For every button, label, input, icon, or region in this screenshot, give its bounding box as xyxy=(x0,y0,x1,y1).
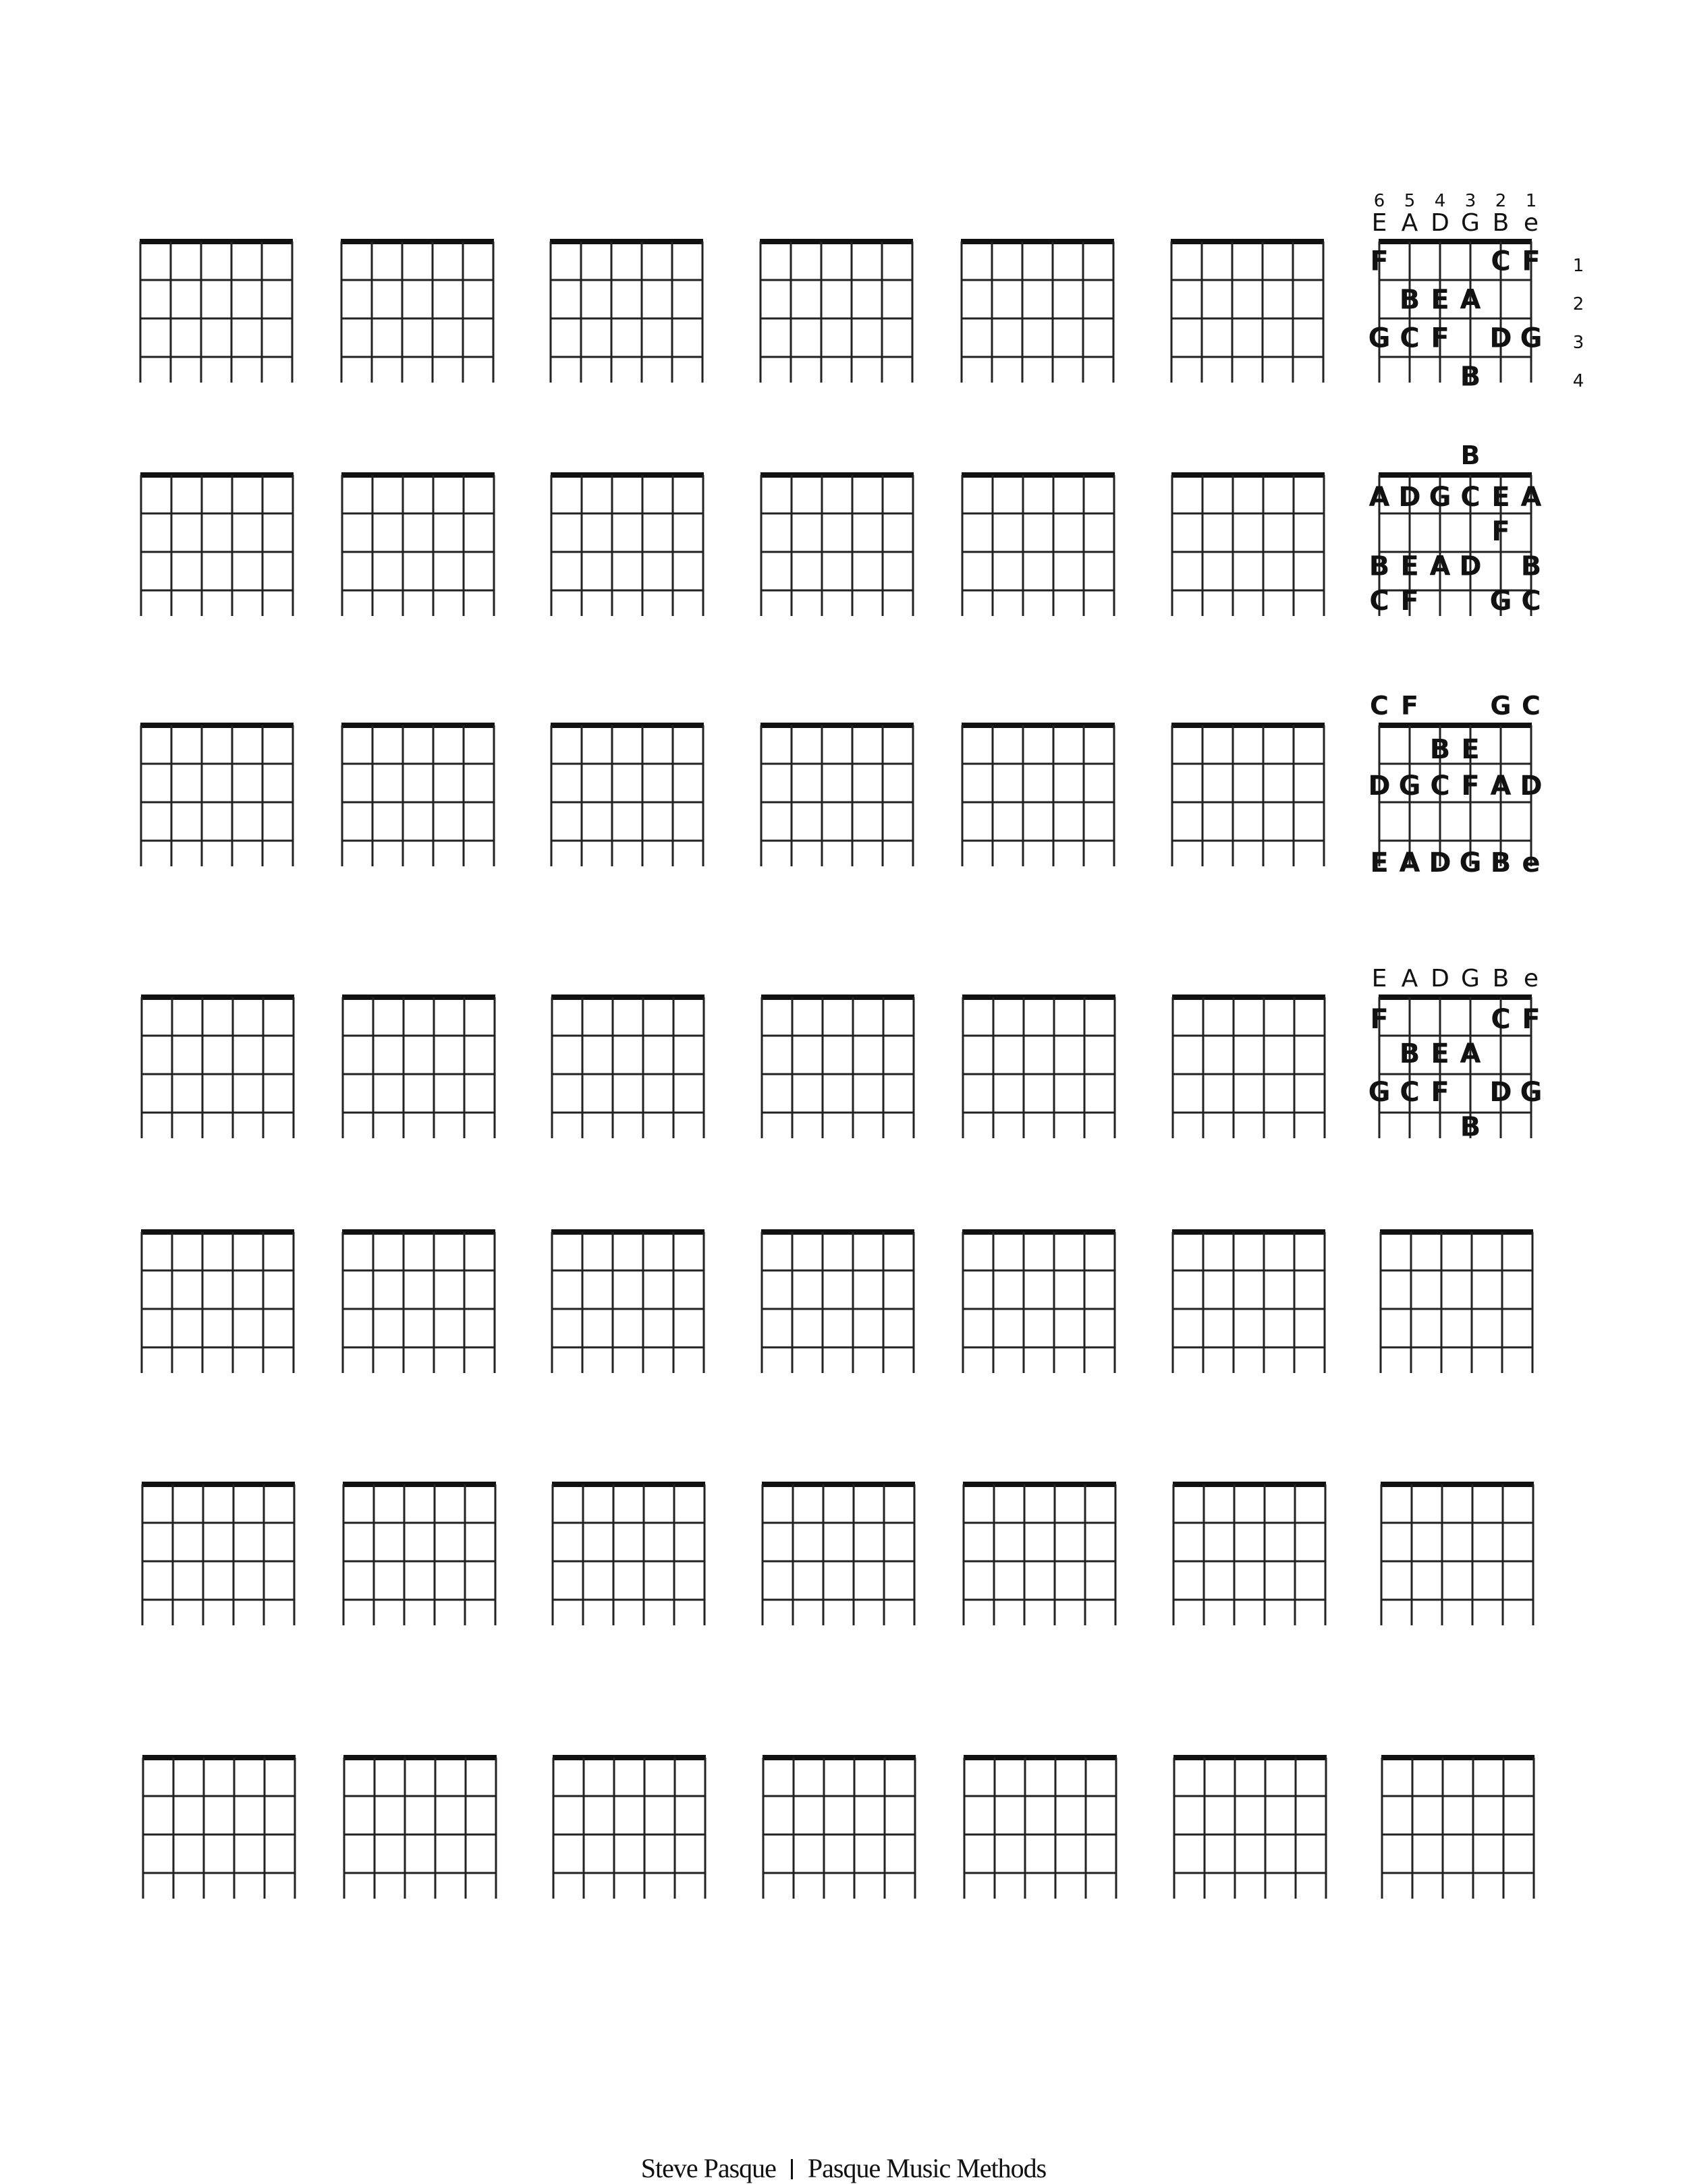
string-name: B xyxy=(1492,965,1510,992)
fretboard-diagram xyxy=(342,995,495,1138)
string-number: 3 xyxy=(1464,191,1476,211)
note-label: C xyxy=(1522,691,1541,721)
note-label: F xyxy=(1431,1077,1449,1109)
note-label: E xyxy=(1370,847,1389,878)
string-number: 2 xyxy=(1495,191,1507,211)
fretboard-diagram xyxy=(341,723,495,866)
note-label: F xyxy=(1370,1003,1389,1035)
note-label: C xyxy=(1369,585,1389,617)
note-label: D xyxy=(1368,770,1391,802)
fretboard-diagram xyxy=(140,239,293,383)
footer-separator xyxy=(791,2159,793,2179)
note-label: C xyxy=(1370,691,1389,721)
nut xyxy=(1379,995,1532,1000)
note-label: G xyxy=(1520,1077,1543,1109)
string-number: 4 xyxy=(1434,191,1446,211)
fretboard-diagram xyxy=(141,1229,294,1373)
fretboard-diagram xyxy=(962,472,1115,616)
note-label: D xyxy=(1489,1077,1512,1109)
fretboard-diagram xyxy=(962,723,1115,866)
fretboard-diagram xyxy=(1171,239,1324,383)
note-label: A xyxy=(1429,551,1451,582)
fretboard-diagram xyxy=(963,1482,1116,1625)
note-label: A xyxy=(1460,284,1481,316)
note-label: D xyxy=(1398,481,1421,513)
note-label: D xyxy=(1429,847,1451,878)
note-label: e xyxy=(1522,847,1541,878)
string-name: A xyxy=(1401,965,1418,992)
note-label: B xyxy=(1490,847,1512,878)
note-label: F xyxy=(1491,516,1510,548)
nut xyxy=(1380,1229,1533,1235)
fretboard-diagram xyxy=(762,1482,915,1625)
reference-chart-first-position xyxy=(1368,191,1584,393)
fretboard-diagram xyxy=(343,1482,496,1625)
note-label: B xyxy=(1520,551,1542,582)
fretboard-diagram xyxy=(553,1755,706,1899)
note-label: D xyxy=(1520,770,1543,802)
nut xyxy=(343,1482,496,1487)
note-label: C xyxy=(1400,323,1420,354)
fretboard-diagram xyxy=(551,472,704,616)
note-label: B xyxy=(1399,284,1420,316)
nut xyxy=(343,1755,497,1760)
fretboard-diagram xyxy=(1172,1229,1325,1373)
string-name: A xyxy=(1401,209,1418,237)
nut xyxy=(341,723,495,728)
note-label: G xyxy=(1520,323,1543,354)
nut xyxy=(761,1229,914,1235)
note-label: G xyxy=(1489,585,1512,617)
nut xyxy=(142,1755,296,1760)
nut xyxy=(962,723,1115,728)
string-name: G xyxy=(1461,209,1480,237)
reference-chart-second-chart xyxy=(1369,441,1542,617)
nut xyxy=(1381,1482,1534,1487)
nut xyxy=(553,1755,706,1760)
string-number: 1 xyxy=(1525,191,1537,211)
footer-author: Steve Pasque xyxy=(640,2153,776,2183)
fret-number: 2 xyxy=(1572,294,1584,314)
note-label: C xyxy=(1491,1003,1511,1035)
nut xyxy=(342,1229,495,1235)
note-label: G xyxy=(1429,481,1451,513)
nut xyxy=(551,1229,704,1235)
nut xyxy=(550,239,703,244)
note-label: G xyxy=(1368,1077,1391,1109)
nut xyxy=(140,472,294,478)
note-label: F xyxy=(1431,323,1449,354)
nut xyxy=(1173,1482,1326,1487)
nut xyxy=(141,1229,294,1235)
note-label: A xyxy=(1490,770,1512,802)
fretboard-diagram xyxy=(341,239,494,383)
note-label: D xyxy=(1459,551,1482,582)
nut xyxy=(963,1482,1116,1487)
note-label: E xyxy=(1431,1038,1449,1070)
string-name: e xyxy=(1523,965,1539,992)
note-label: A xyxy=(1460,1038,1481,1070)
fretboard-diagram xyxy=(760,472,914,616)
fretboard-diagram xyxy=(1172,995,1325,1138)
nut xyxy=(763,1755,916,1760)
note-label: A xyxy=(1399,847,1420,878)
note-label: F xyxy=(1370,246,1389,277)
nut xyxy=(141,995,294,1000)
fretboard-diagram xyxy=(141,995,294,1138)
nut xyxy=(962,472,1115,478)
nut xyxy=(1379,723,1532,728)
note-label: E xyxy=(1491,481,1510,513)
note-label: F xyxy=(1461,770,1480,802)
string-number: 6 xyxy=(1373,191,1385,211)
note-label: G xyxy=(1490,691,1512,721)
fretboard-diagram xyxy=(763,1755,916,1899)
note-label: C xyxy=(1491,246,1511,277)
nut xyxy=(762,1482,915,1487)
string-name: D xyxy=(1431,965,1449,992)
nut xyxy=(1379,472,1532,478)
string-name: B xyxy=(1492,209,1510,237)
nut xyxy=(1172,1229,1325,1235)
note-label: B xyxy=(1429,733,1451,765)
fretboard-diagram xyxy=(140,472,294,616)
fretboard-diagram xyxy=(552,1482,705,1625)
fretboard-diagram xyxy=(760,723,914,866)
note-label: E xyxy=(1400,551,1419,582)
note-label: B xyxy=(1460,1111,1481,1143)
note-label: B xyxy=(1460,361,1481,393)
nut xyxy=(760,239,913,244)
fretboard-diagram xyxy=(550,239,703,383)
fretboard-diagram xyxy=(1173,1755,1327,1899)
nut xyxy=(140,723,294,728)
nut xyxy=(551,723,704,728)
nut xyxy=(1173,1755,1327,1760)
note-label: B xyxy=(1460,441,1481,470)
note-label: D xyxy=(1489,323,1512,354)
nut xyxy=(761,995,914,1000)
fret-number: 1 xyxy=(1572,256,1584,276)
nut xyxy=(342,995,495,1000)
fret-number: 3 xyxy=(1572,333,1584,353)
nut xyxy=(341,239,494,244)
note-label: G xyxy=(1368,323,1391,354)
fretboard-diagram xyxy=(761,1229,914,1373)
fretboard-diagram xyxy=(551,1229,704,1373)
note-label: G xyxy=(1459,847,1482,878)
fret-number: 4 xyxy=(1572,371,1584,391)
fretboard-diagram xyxy=(140,723,294,866)
nut xyxy=(552,1482,705,1487)
note-label: E xyxy=(1431,284,1449,316)
fretboard-diagram xyxy=(1173,1482,1326,1625)
nut xyxy=(551,472,704,478)
note-label: C xyxy=(1430,770,1450,802)
fretboard-diagram xyxy=(551,995,704,1138)
note-label: F xyxy=(1401,691,1418,721)
fretboard-diagram xyxy=(142,1755,296,1899)
string-name: G xyxy=(1461,965,1480,992)
nut xyxy=(961,239,1114,244)
note-label: F xyxy=(1522,246,1541,277)
note-label: F xyxy=(1400,585,1419,617)
footer-series: Pasque Music Methods xyxy=(807,2153,1047,2183)
fretboard-diagram xyxy=(343,1755,497,1899)
fretboard-diagram xyxy=(961,239,1114,383)
nut xyxy=(1172,995,1325,1000)
nut xyxy=(1171,239,1324,244)
note-label: C xyxy=(1460,481,1481,513)
string-name: D xyxy=(1431,209,1449,237)
fretboard-diagram xyxy=(341,472,495,616)
fretboard-diagram xyxy=(551,723,704,866)
note-label: B xyxy=(1368,551,1390,582)
fretboard-diagram xyxy=(760,239,913,383)
reference-chart-third-chart xyxy=(1368,691,1542,878)
nut xyxy=(1379,239,1532,244)
string-number: 5 xyxy=(1404,191,1416,211)
fretboard-diagram xyxy=(1381,1755,1534,1899)
nut xyxy=(142,1482,295,1487)
string-name: e xyxy=(1523,209,1539,237)
note-label: A xyxy=(1368,481,1390,513)
fretboard-diagram xyxy=(1380,1229,1533,1373)
nut xyxy=(962,995,1115,1000)
note-label: F xyxy=(1522,1003,1541,1035)
nut xyxy=(1381,1755,1534,1760)
fretboard-diagram xyxy=(964,1755,1117,1899)
nut xyxy=(341,472,495,478)
nut xyxy=(1171,472,1325,478)
note-label: G xyxy=(1398,770,1421,802)
note-label: B xyxy=(1399,1038,1420,1070)
fretboard-diagram xyxy=(1171,472,1325,616)
note-label: C xyxy=(1400,1077,1420,1109)
nut xyxy=(760,723,914,728)
nut xyxy=(1171,723,1325,728)
nut xyxy=(140,239,293,244)
fretboard-diagram xyxy=(342,1229,495,1373)
fretboard-diagram xyxy=(962,995,1115,1138)
nut xyxy=(551,995,704,1000)
string-name: E xyxy=(1371,209,1387,237)
footer xyxy=(0,2152,1687,2184)
string-name: E xyxy=(1371,965,1387,992)
reference-chart-first-position-repeat xyxy=(1368,965,1543,1143)
nut xyxy=(962,1229,1115,1235)
fretboard-diagram xyxy=(761,995,914,1138)
note-label: C xyxy=(1521,585,1541,617)
fretboard-diagram xyxy=(142,1482,295,1625)
nut xyxy=(760,472,914,478)
fretboard-diagram xyxy=(962,1229,1115,1373)
fretboard-diagram xyxy=(1171,723,1325,866)
nut xyxy=(964,1755,1117,1760)
fretboard-diagram xyxy=(1381,1482,1534,1625)
note-label: A xyxy=(1520,481,1542,513)
note-label: E xyxy=(1461,733,1480,765)
